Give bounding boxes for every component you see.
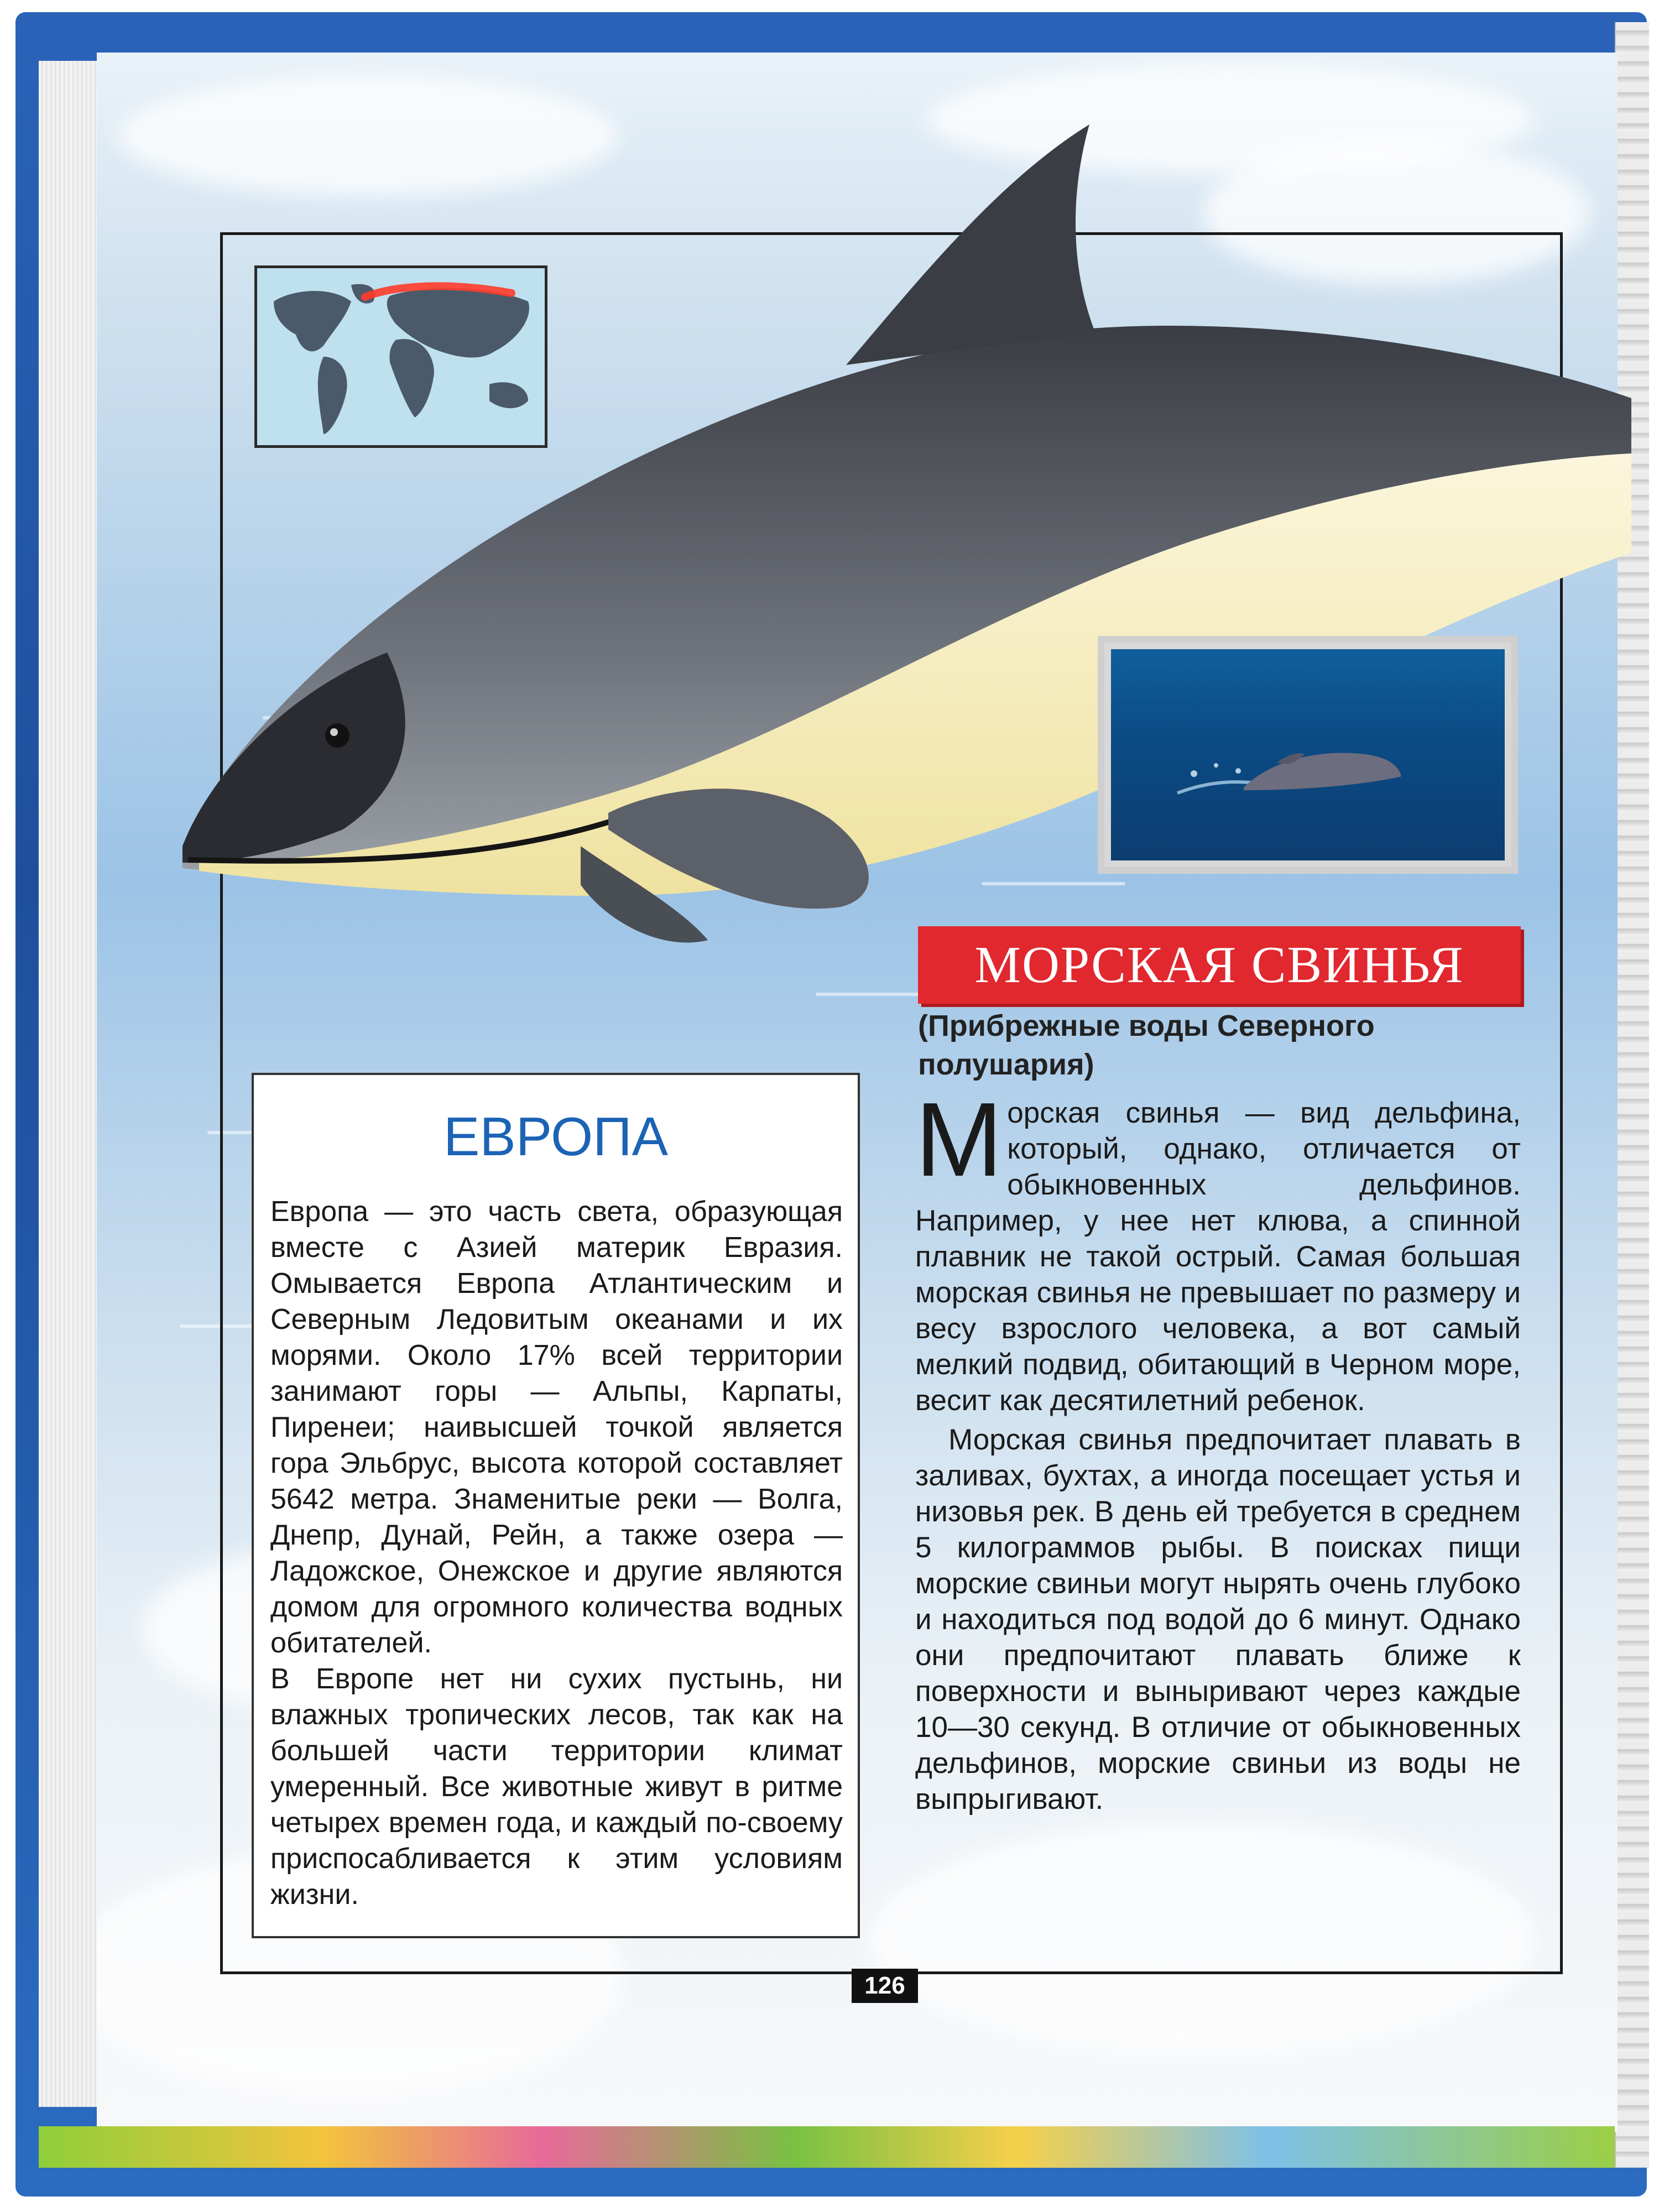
continent-australia xyxy=(489,382,528,408)
species-title: МОРСКАЯ СВИНЬЯ xyxy=(974,936,1464,994)
europe-box-text xyxy=(270,1194,843,1913)
world-map-graphic xyxy=(257,268,545,445)
europe-info-box xyxy=(252,1073,860,1938)
article-paragraph-2: Морская свинья предпочитает плавать в заливах, бухтах, а иногда посещает устья и низовья рек. В день ей требуется в среднем 5 килограммов рыбы. В поисках пищи морские свиньи могут нырять очень глубоко и находиться под водой до 6 минут. Однако они предпочитают плавать ближе к поверхности и выныривают через каждые 10—30 секунд. В отличие от обыкновенных дельфинов, морские свиньи из воды не выпрыгивают. xyxy=(915,1423,1521,1815)
page-stack-edge xyxy=(39,61,105,2107)
article-paragraph xyxy=(915,1081,1521,1418)
range-map xyxy=(254,265,547,448)
photo-porpoise-graphic xyxy=(1111,649,1505,860)
previous-page-art-strip xyxy=(39,2126,1615,2168)
page-number: 126 xyxy=(852,1969,918,2003)
drop-cap: М xyxy=(915,1081,1003,1198)
species-article xyxy=(915,1081,1521,1817)
photo-porpoise-back xyxy=(1244,753,1401,791)
article-paragraph-1-text: орская свинья — вид дельфина, который, однако, отличается от обыкновенных дельфинов. Например, у нее нет клюва, а спинной плавник не такой острый. Самая большая морская свинья не превышает по размеру и весу взрослого человека, а вот самый мелкий подвид, обитающий в Черном море, весит как десятилетний ребенок. xyxy=(915,1097,1521,1417)
europe-paragraph-1: Европа — это часть света, образующая вместе с Азией материк Евразия. Омывается Европа Атлантическим и Северным Ледовитым океанами и их морями. Около 17% всей территории занимают горы — Альпы, Карпаты, Пиренеи; наивысшей точкой является гора Эльбрус, высота которой составляет 5642 метра. Знаменитые реки — Волга, Днепр, Дунай, Рейн, а также озера — Ладожское, Онежское и другие являются домом для огромного количества водных обитателей. xyxy=(270,1196,843,1659)
europe-paragraph-2: В Европе нет ни сухих пустынь, ни влажных тропических лесов, так как на большей части территории климат умеренный. Все животные живут в ритме четырех времен года, и каждый по-своему приспосабливается к этим условиям жизни. xyxy=(270,1663,843,1911)
porpoise-photo xyxy=(1098,636,1518,874)
europe-box-title: ЕВРОПА xyxy=(444,1106,668,1167)
continent-africa xyxy=(389,339,434,418)
cover-edge-right xyxy=(1615,22,1649,2168)
continent-south-america xyxy=(318,357,347,434)
continent-north-america xyxy=(274,291,351,351)
photo-water xyxy=(1111,649,1505,860)
species-title-banner xyxy=(918,926,1521,1004)
species-range: (Прибрежные воды Северного полушария) xyxy=(918,1009,1375,1081)
ice-cloud xyxy=(119,75,617,196)
